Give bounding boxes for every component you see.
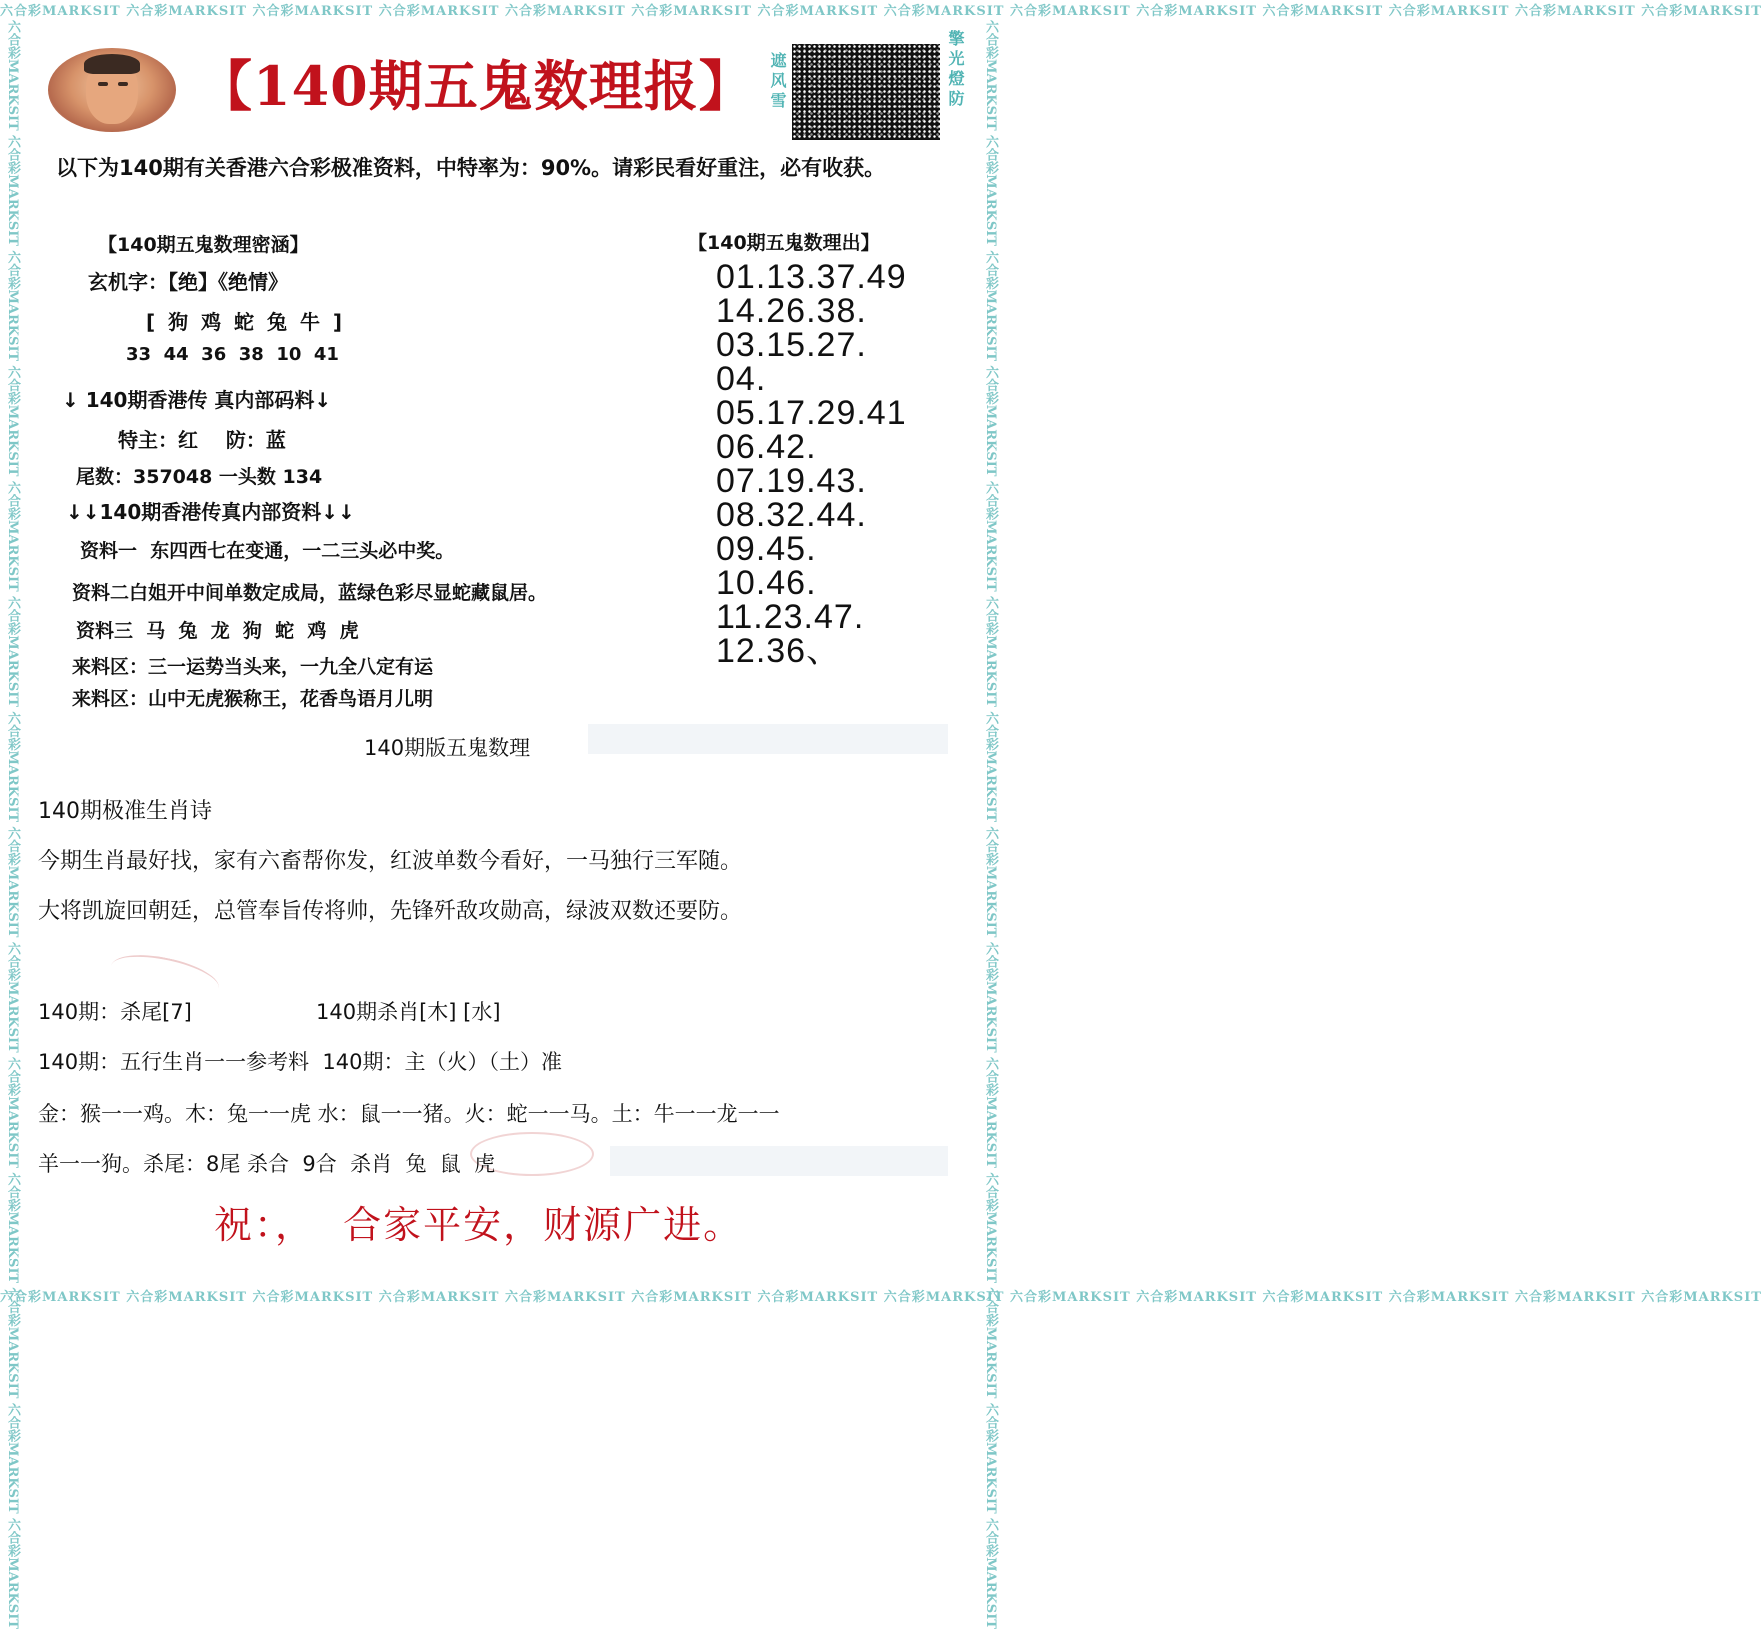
number-row: 09.45.	[716, 530, 817, 568]
element-line-b: 羊一一狗。杀尾：8尾 杀合 9合 杀肖 兔 鼠 虎	[38, 1152, 496, 1176]
xuanji-text: 玄机字：【绝】《绝情》	[88, 270, 288, 294]
number-row: 07.19.43.	[716, 462, 867, 500]
section-caption: 140期版五鬼数理	[364, 736, 531, 760]
zodiac-numbers: 33 44 36 38 10 41	[126, 344, 339, 365]
number-row: 06.42.	[716, 428, 817, 466]
tail-numbers: 尾数：357048 一头数 134	[76, 466, 323, 488]
watermark-bottom: 六合彩MARKSIT 六合彩MARKSIT 六合彩MARKSIT 六合彩MARKSIT 六合彩MARKSIT 六合彩MARKSIT 六合彩MARKSIT 六合彩MARKSIT 六合彩MARKSIT 六合彩MARKSIT 六合彩MARKSIT 六合彩MARKSIT 六合彩MARKSIT 六合彩MARKSIT	[0, 1290, 1762, 1305]
wuxing-line: 140期：五行生肖一一参考料 140期：主（火）（土）准	[38, 1050, 563, 1074]
page-title: 【140期五鬼数理报】	[198, 54, 754, 118]
poem-title: 140期极准生肖诗	[38, 799, 212, 824]
number-row: 04.	[716, 360, 767, 398]
side-text-right: 擎光燈防	[946, 30, 965, 110]
caption-shade	[588, 724, 948, 754]
watermark-top: 六合彩MARKSIT 六合彩MARKSIT 六合彩MARKSIT 六合彩MARKSIT 六合彩MARKSIT 六合彩MARKSIT 六合彩MARKSIT 六合彩MARKSIT 六合彩MARKSIT 六合彩MARKSIT 六合彩MARKSIT 六合彩MARKSIT 六合彩MARKSIT 六合彩MARKSIT	[0, 4, 1762, 19]
inner-data-title: ↓↓140期香港传真内部资料↓↓	[66, 500, 355, 524]
poem-line-2: 大将凯旋回朝廷，总管奉旨传将帅，先锋歼敌攻勋高，绿波双数还要防。	[38, 899, 743, 924]
kill-tail: 140期：杀尾[7]	[38, 1000, 192, 1024]
watermark-left: 六合彩MARKSIT 六合彩MARKSIT 六合彩MARKSIT 六合彩MARKSIT 六合彩MARKSIT 六合彩MARKSIT 六合彩MARKSIT 六合彩MARKSIT 六合彩MARKSIT 六合彩MARKSIT 六合彩MARKSIT 六合彩MARKSIT 六合彩MARKSIT 六合彩MARKSIT	[5, 20, 20, 1629]
watermark-right: 六合彩MARKSIT 六合彩MARKSIT 六合彩MARKSIT 六合彩MARKSIT 六合彩MARKSIT 六合彩MARKSIT 六合彩MARKSIT 六合彩MARKSIT 六合彩MARKSIT 六合彩MARKSIT 六合彩MARKSIT 六合彩MARKSIT 六合彩MARKSIT 六合彩MARKSIT	[983, 20, 998, 1629]
side-text-left: 遮风雪	[768, 52, 787, 112]
number-row: 03.15.27.	[716, 326, 867, 364]
intro-text: 以下为140期有关香港六合彩极准资料，中特率为：90%。请彩民看好重注，必有收获。	[56, 156, 886, 180]
number-row: 10.46.	[716, 564, 817, 602]
number-list	[716, 260, 907, 668]
ziliao-2: 资料二白姐开中间单数定成局，蓝绿色彩尽显蛇藏鼠居。	[72, 582, 548, 604]
number-row: 05.17.29.41	[716, 394, 907, 432]
bottom-shade	[610, 1146, 948, 1176]
ziliao-3: 资料三 马 兔 龙 狗 蛇 鸡 虎	[76, 620, 359, 642]
ziliao-1: 资料一 东四西七在变通，一二三头必中奖。	[80, 540, 455, 562]
element-line-a: 金：猴一一鸡。木：兔一一虎 水：鼠一一猪。火：蛇一一马。土：牛一一龙一一	[38, 1102, 780, 1126]
laili-1: 来料区：三一运势当头来，一九全八定有运	[72, 656, 434, 678]
number-row: 11.23.47.	[716, 598, 865, 636]
blessing-text: 祝：， 合家平安，财源广进。	[214, 1203, 744, 1247]
kill-zodiac: 140期杀肖[木] [水]	[316, 1000, 501, 1024]
number-row: 12.36、	[716, 632, 842, 670]
number-row: 08.32.44.	[716, 496, 867, 534]
right-heading: 【140期五鬼数理出】	[688, 232, 880, 254]
avatar	[48, 48, 176, 132]
number-row: 14.26.38.	[716, 292, 867, 330]
qr-code-image	[792, 44, 940, 140]
special-main: 特主：红 防：蓝	[118, 428, 286, 452]
left-heading: 【140期五鬼数理密涵】	[98, 234, 309, 256]
laili-2: 来料区：山中无虎猴称王，花香鸟语月儿明	[72, 688, 434, 710]
number-row: 01.13.37.49	[716, 258, 907, 296]
poem-line-1: 今期生肖最好找，家有六畜帮你发，红波单数今看好，一马独行三军随。	[38, 849, 743, 874]
zodiac-list: [ 狗 鸡 蛇 兔 牛 ]	[146, 310, 346, 334]
inner-code-title: ↓ 140期香港传 真内部码料↓	[62, 388, 332, 412]
